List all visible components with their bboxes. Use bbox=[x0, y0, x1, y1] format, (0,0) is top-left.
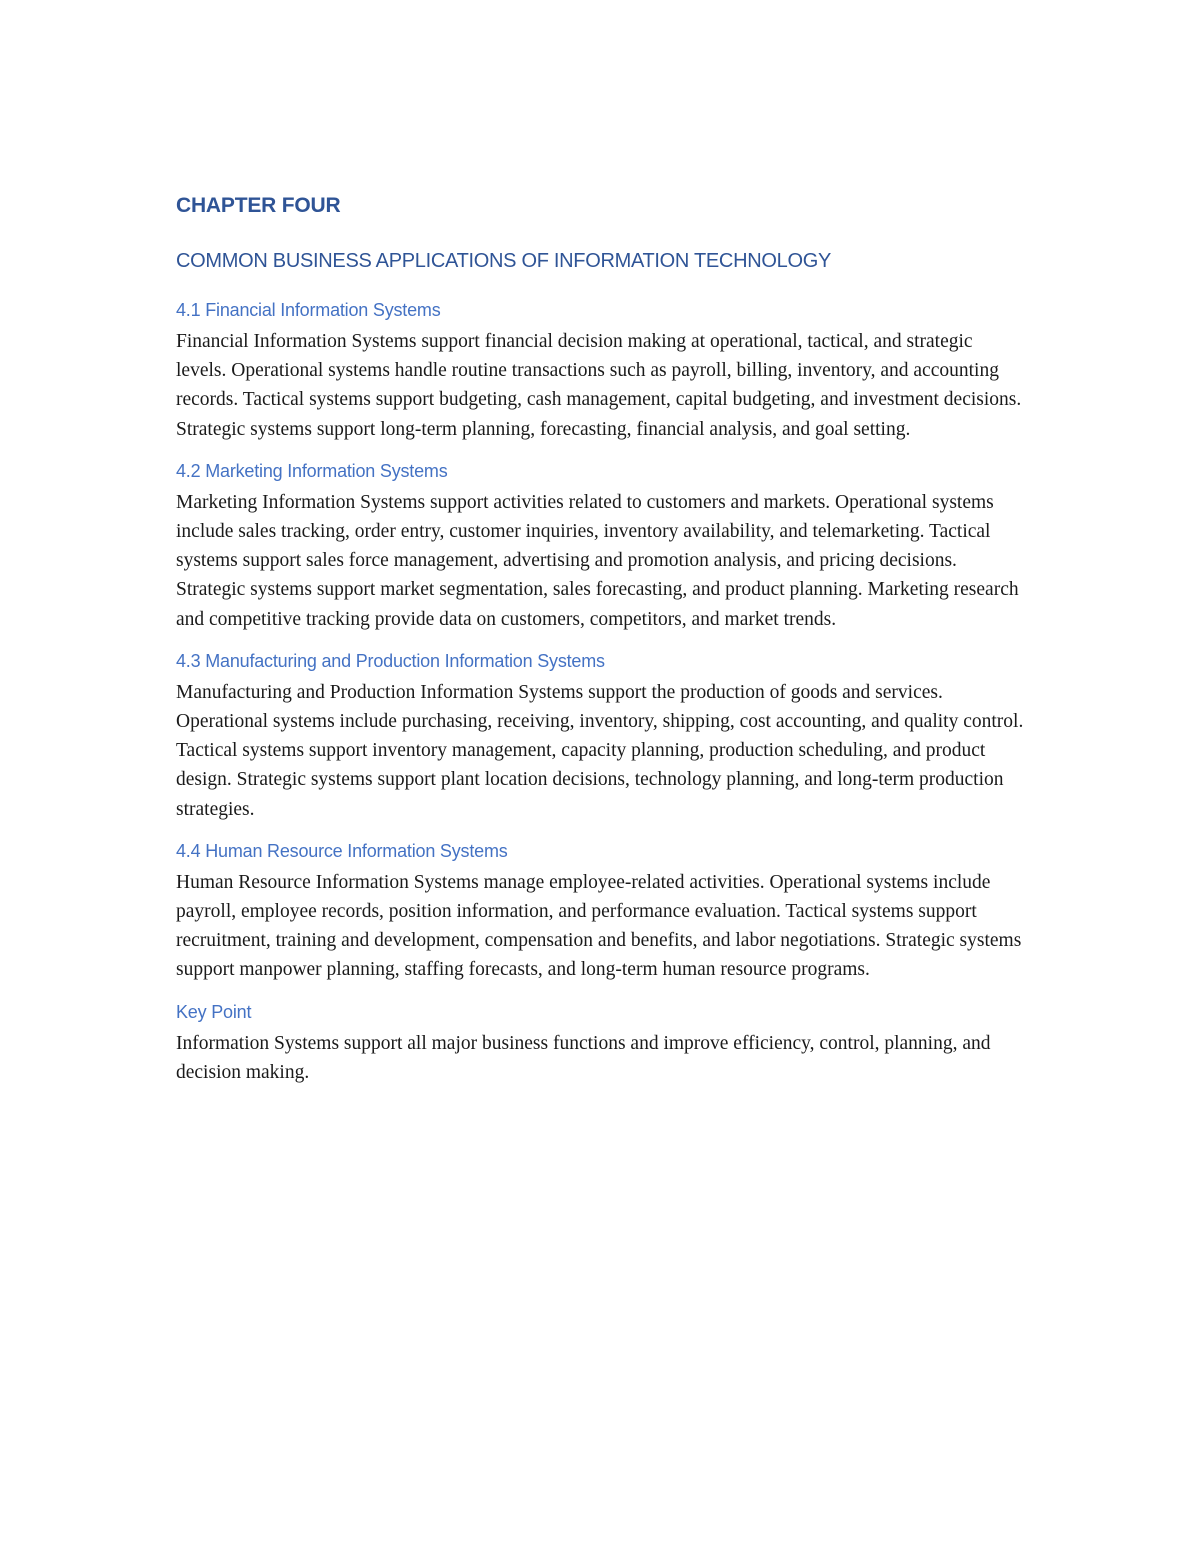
section-marketing bbox=[176, 458, 1036, 634]
section-paragraph: Manufacturing and Production Information Systems support the production of goods and services. Operational systems include purchasing, receiving, inventory, shipping, cost accounting, and quality control. Tactical systems support inventory management, capacity planning, production scheduling, and product design. Strategic systems support plant location decisions, technology planning, and long-term production strategies. bbox=[176, 681, 1024, 820]
section-human-resource bbox=[176, 838, 1036, 985]
section-heading: 4.3 Manufacturing and Production Information Systems bbox=[176, 650, 605, 671]
section-heading: 4.1 Financial Information Systems bbox=[176, 300, 441, 320]
section-paragraph: Information Systems support all major business functions and improve efficiency, control, planning, and decision making. bbox=[176, 1032, 991, 1083]
section-manufacturing bbox=[176, 648, 1036, 824]
section-financial bbox=[176, 297, 1036, 444]
section-paragraph: Marketing Information Systems support activities related to customers and markets. Operational systems include sales tracking, order entry, customer inquiries, inventory availability, and telemarketing. Tactical systems support sales force management, advertising and promotion analysis, and pricing decisions. Strategic systems support market segmentation, sales forecasting, and product planning. Marketing research and competitive tracking provide data on customers, competitors, and market trends. bbox=[176, 491, 1019, 630]
section-heading: 4.2 Marketing Information Systems bbox=[176, 460, 448, 481]
chapter-title: COMMON BUSINESS APPLICATIONS OF INFORMATION TECHNOLOGY bbox=[176, 250, 831, 272]
section-paragraph: Financial Information Systems support financial decision making at operational, tactical, and strategic levels. Operational systems handle routine transactions such as payroll, billing, inventory, and accounting records. Tactical systems support budgeting, cash management, capital budgeting, and investment decisions. Strategic systems support long-term planning, forecasting, financial analysis, and goal setting. bbox=[176, 331, 1022, 440]
section-key-point bbox=[176, 999, 1036, 1087]
section-paragraph: Human Resource Information Systems manage employee-related activities. Operational systems include payroll, employee records, position information, and performance evaluation. Tactical systems support recruitment, training and development, compensation and benefits, and labor negotiations. Strategic systems support manpower planning, staffing forecasts, and long-term human resource programs. bbox=[176, 871, 1022, 981]
chapter-heading: CHAPTER FOUR bbox=[176, 194, 341, 217]
section-heading: Key Point bbox=[176, 1001, 252, 1022]
document-content bbox=[176, 192, 1036, 1101]
section-heading: 4.4 Human Resource Information Systems bbox=[176, 840, 508, 861]
